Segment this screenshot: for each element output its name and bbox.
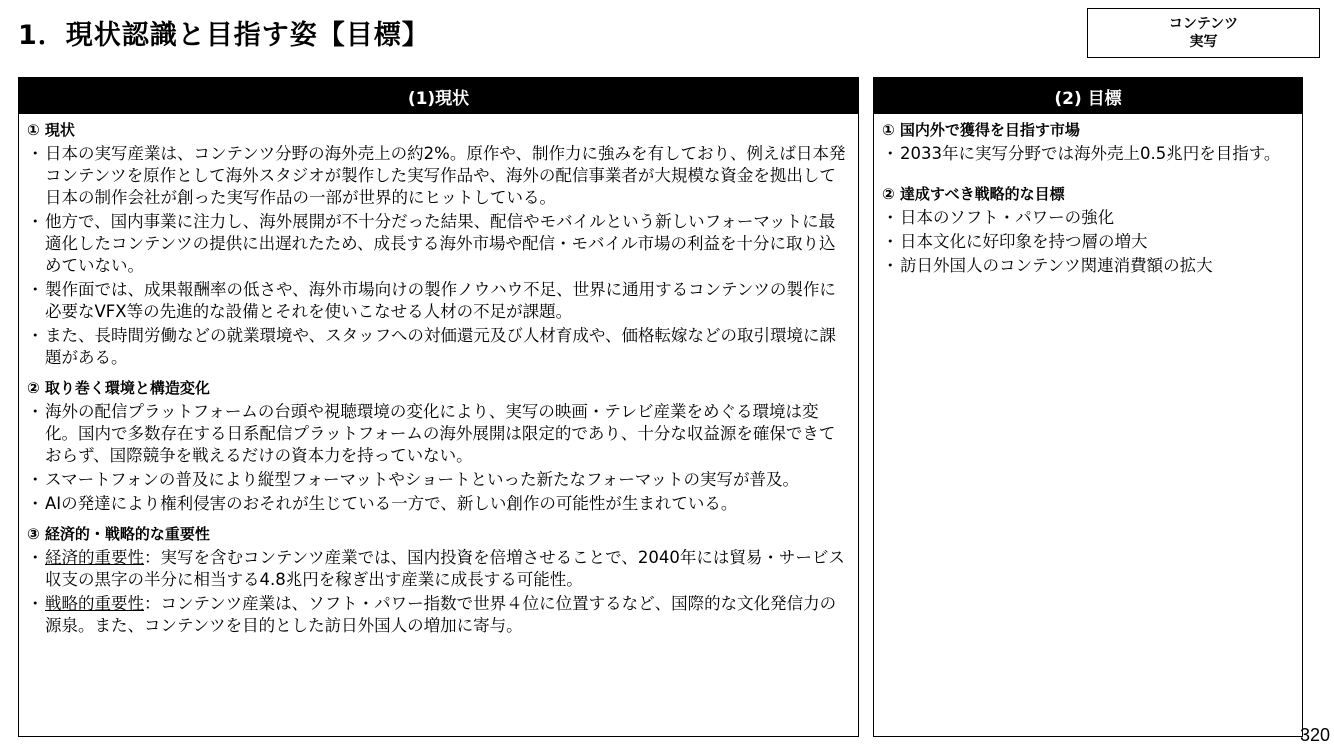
current-status-body bbox=[19, 114, 858, 637]
current-status-header: (1)現状 bbox=[19, 78, 858, 114]
list-item: ・ AIの発達により権利侵害のおそれが生じている一方で、新しい創作の可能性が生まれている。 bbox=[27, 493, 850, 515]
item-text: ：実写を含むコンテンツ産業では、国内投資を倍増させることで、2040年には貿易・サービス収支の黒字の半分に相当する4.8兆円を稼ぎ出す産業に成長する可能性。 bbox=[45, 548, 845, 589]
item-text: ：コンテンツ産業は、ソフト・パワー指数で世界４位に位置するなど、国際的な文化発信力の源泉。また、コンテンツを目的とした訪日外国人の増加に寄与。 bbox=[45, 594, 837, 635]
bullet-list bbox=[27, 143, 850, 369]
section-heading: ② 達成すべき戦略的な目標 bbox=[882, 185, 1065, 203]
page-number: 320 bbox=[1299, 725, 1330, 745]
category-tag-line2: 実写 bbox=[1189, 34, 1218, 50]
list-item: ・ 海外の配信プラットフォームの台頭や視聴環境の変化により、実写の映画・テレビ産業をめぐる環境は変化。国内で多数存在する日系配信プラットフォームの海外展開は限定的であり、十分な収益源を確保できておらず、国際競争を戦えるだけの資本力を持っていない。 bbox=[27, 401, 850, 467]
item-label: 経済的重要性 bbox=[45, 548, 144, 567]
list-item: ・ 他方で、国内事業に注力し、海外展開が不十分だった結果、配信やモバイルという新しいフォーマットに最適化したコンテンツの提供に出遅れたため、成長する海外市場や配信・モバイル市場の利益を十分に取り込めていない。 bbox=[27, 211, 850, 277]
list-item: ・ 日本のソフト・パワーの強化 bbox=[882, 207, 1294, 229]
goals-panel bbox=[873, 77, 1303, 737]
bullet-list bbox=[882, 207, 1294, 277]
list-item bbox=[27, 593, 850, 637]
list-item: ・ 製作面では、成果報酬率の低さや、海外市場向けの製作ノウハウ不足、世界に通用するコンテンツの製作に必要なVFX等の先進的な設備とそれを使いこなせる人材の不足が課題。 bbox=[27, 279, 850, 323]
bullet-list bbox=[27, 547, 850, 637]
list-item: ・ 日本文化に好印象を持つ層の増大 bbox=[882, 231, 1294, 253]
bullet-list bbox=[27, 401, 850, 515]
page-title: 1．現状認識と目指す姿【目標】 bbox=[18, 20, 430, 51]
list-item: ・ また、長時間労働などの就業環境や、スタッフへの対価還元及び人材育成や、価格転嫁などの取引環境に課題がある。 bbox=[27, 325, 850, 369]
goals-header: (2) 目標 bbox=[874, 78, 1302, 114]
bullet-list bbox=[882, 143, 1294, 165]
section-heading: ③ 経済的・戦略的な重要性 bbox=[27, 525, 210, 543]
list-item: ・ 訪日外国人のコンテンツ関連消費額の拡大 bbox=[882, 255, 1294, 277]
goals-body bbox=[874, 114, 1302, 277]
list-item bbox=[27, 547, 850, 591]
current-status-panel bbox=[18, 77, 859, 737]
category-tag bbox=[1087, 8, 1320, 58]
list-item: ・ 日本の実写産業は、コンテンツ分野の海外売上の約2%。原作や、制作力に強みを有しており、例えば日本発コンテンツを原作として海外スタジオが製作した実写作品や、海外の配信事業者が大規模な資金を拠出して日本の制作会社が創った実写作品の一部が世界的にヒットしている。 bbox=[27, 143, 850, 209]
section-heading: ② 取り巻く環境と構造変化 bbox=[27, 379, 210, 397]
category-tag-line1: コンテンツ bbox=[1168, 16, 1239, 32]
list-item: ・ スマートフォンの普及により縦型フォーマットやショートといった新たなフォーマットの実写が普及。 bbox=[27, 469, 850, 491]
list-item: ・ 2033年に実写分野では海外売上0.5兆円を目指す。 bbox=[882, 143, 1294, 165]
item-label: 戦略的重要性 bbox=[45, 594, 144, 613]
section-heading: ① 国内外で獲得を目指す市場 bbox=[882, 121, 1080, 139]
section-heading: ① 現状 bbox=[27, 121, 75, 139]
